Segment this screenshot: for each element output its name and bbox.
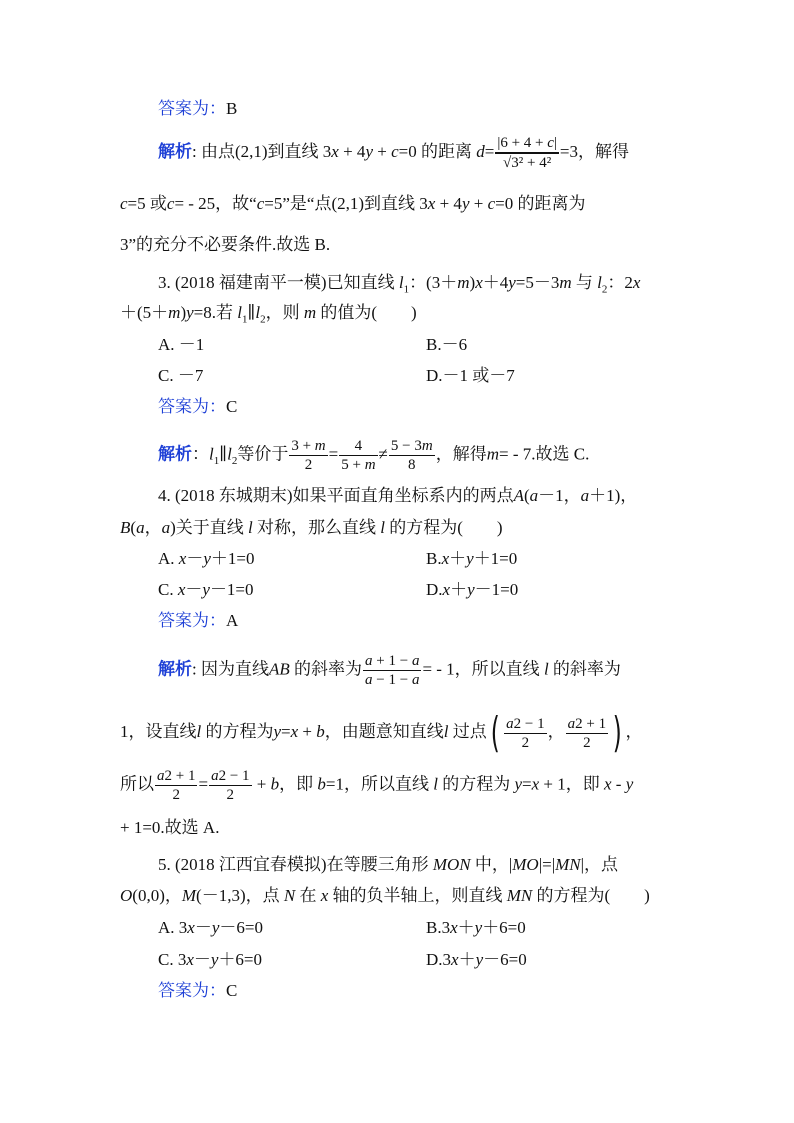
q4-stem-line1: 4. (2018 东城期末)如果平面直角坐标系内的两点A(a－1，a＋1)， bbox=[158, 486, 638, 505]
q3-option-d: D.－1 或－7 bbox=[426, 366, 515, 385]
q4-option-a: A. x－y＋1=0 bbox=[158, 549, 255, 568]
q4-analysis-line4: + 1=0.故选 A. bbox=[120, 818, 220, 837]
q3-option-c: C. －7 bbox=[158, 366, 204, 385]
q2-analysis-line3: 3”的充分不必要条件.故选 B. bbox=[120, 235, 331, 254]
q4-option-d: D.x＋y－1=0 bbox=[426, 580, 519, 599]
q5-answer: 答案为：C bbox=[158, 981, 238, 1000]
q5-option-c: C. 3x－y＋6=0 bbox=[158, 950, 263, 969]
q3-option-a: A. －1 bbox=[158, 335, 205, 354]
q3-option-b: B.－6 bbox=[426, 335, 468, 354]
q4-analysis-line2: 1，设直线l 的方程为y=x + b，由题意知直线l 过点( $\frac{a2 - 1}{2}$ ， $\frac{a2 + 1}{2}$ ) ， bbox=[120, 708, 643, 757]
q5-option-b: B.3x＋y＋6=0 bbox=[426, 918, 526, 937]
q2-answer: 答案为：B bbox=[158, 99, 238, 118]
q5-option-d: D.3x＋y－6=0 bbox=[426, 950, 527, 969]
q4-analysis-line3: 所以 $\frac{a2 + 1}{2}$ = $\frac{a2 - 1}{2}$ + b，即 b=1，所以直线 l 的方程为 y=x + 1，即 x - y bbox=[120, 768, 634, 803]
q3-analysis: 解析：$l_1\parallel l_2$等价于 $\frac{3 + m}{2}$ = $\frac{4}{5 + m}$ ≠ $\frac{5 - 3m}{8}$ ，解得m= - 7.故选 C. bbox=[158, 438, 590, 473]
q4-answer: 答案为：A bbox=[158, 611, 239, 630]
q5-stem-line2: O(0,0)，M(－1,3)，点 N 在 x 轴的负半轴上，则直线 MN 的方程为( ) bbox=[120, 886, 650, 905]
q3-stem-line1: 3. (2018 福建南平一模)已知直线 $l_1$：(3＋m)x＋4y=5－3m 与 $l_2$：2x bbox=[158, 273, 641, 296]
q4-option-b: B.x＋y＋1=0 bbox=[426, 549, 518, 568]
q4-option-c: C. x－y－1=0 bbox=[158, 580, 254, 599]
q5-option-a: A. 3x－y－6=0 bbox=[158, 918, 263, 937]
distance-fraction: $\frac{|6 + 4 + c|}{\text{√3² + 4²}}$ bbox=[497, 135, 557, 171]
q4-analysis-line1: 解析: 因为直线AB 的斜率为 $\frac{a + 1 - a}{a - 1 - a}$ = - 1，所以直线 l 的斜率为 bbox=[158, 653, 621, 688]
q3-stem-line2: ＋(5＋m)y=8.若 $l_1\parallel l_2$，则 m 的值为( ) bbox=[120, 303, 417, 326]
q2-analysis-line1: 解析: 由点(2,1)到直线 3x + 4y + c=0 的距离 d= $\frac{|6 + 4 + c|}{\text{√3² + 4²}}$ =3，解得 bbox=[158, 135, 630, 171]
q2-analysis-line2: c=5 或c= - 25，故“c=5”是“点(2,1)到直线 3x + 4y + c=0 的距离为 bbox=[120, 194, 586, 213]
q5-stem-line1: 5. (2018 江西宜春模拟)在等腰三角形 MON 中，|MO|=|MN|，点 bbox=[158, 855, 619, 874]
q3-answer: 答案为：C bbox=[158, 397, 238, 416]
q4-stem-line2: B(a，a)关于直线 l 对称，那么直线 l 的方程为( ) bbox=[120, 518, 503, 537]
